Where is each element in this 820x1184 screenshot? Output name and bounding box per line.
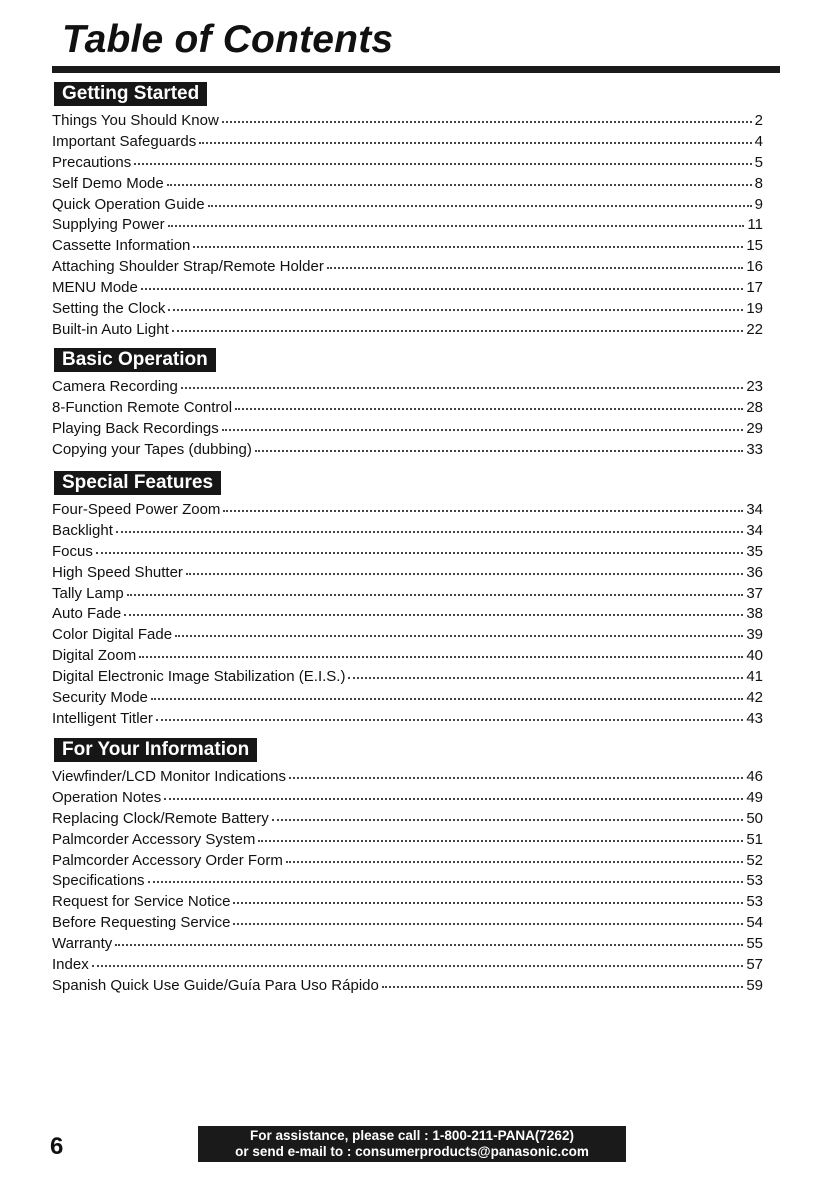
toc-entry-page: 15 [746, 237, 763, 255]
toc-entry-title: Supplying Power [52, 216, 165, 234]
toc-entry [52, 236, 763, 257]
toc-entry-title: Tally Lamp [52, 584, 124, 602]
dot-leader [116, 519, 743, 533]
dot-leader [115, 932, 743, 946]
dot-leader [235, 396, 743, 410]
toc-entry-page: 2 [754, 112, 763, 129]
dot-leader [382, 974, 743, 988]
toc-entry-title: Before Requesting Service [52, 914, 231, 932]
dot-leader [286, 849, 743, 863]
toc-entry-page: 53 [746, 893, 763, 911]
toc-entry-title: Request for Service Notice [52, 893, 231, 911]
toc-entry-page: 36 [746, 563, 763, 581]
title-rule [52, 66, 780, 73]
toc-entry-title: Four-Speed Power Zoom [52, 501, 221, 518]
dot-leader [193, 234, 743, 248]
toc-entry-title: Camera Recording [52, 378, 178, 395]
toc-entry [52, 892, 763, 913]
toc-entry-title: Cassette Information [52, 237, 191, 255]
toc-entry-title: Palmcorder Accessory Order Form [52, 851, 283, 869]
toc-entry-page: 34 [746, 501, 763, 518]
dot-leader [168, 297, 743, 311]
toc-entry [52, 809, 763, 830]
toc-entry-page: 22 [746, 320, 763, 338]
toc-entry [52, 955, 763, 976]
toc-entry-page: 5 [754, 153, 763, 171]
toc-entry-page: 59 [746, 976, 763, 994]
dot-leader [233, 911, 743, 925]
dot-leader [223, 498, 743, 512]
section-basic-operation [52, 348, 763, 461]
toc-entry-page: 17 [746, 279, 763, 297]
toc-entry-page: 46 [746, 768, 763, 785]
section-getting-started [52, 82, 763, 341]
dot-leader [255, 438, 743, 452]
toc-entry-title: Digital Zoom [52, 647, 137, 665]
toc-entry [52, 667, 763, 688]
dot-leader [258, 828, 743, 842]
toc-entry-page: 41 [746, 668, 763, 686]
toc-entry [52, 584, 763, 605]
dot-leader [208, 193, 752, 207]
toc-entry-title: Attaching Shoulder Strap/Remote Holder [52, 258, 324, 276]
toc-entry-page: 19 [746, 300, 763, 318]
toc-entry-title: 8-Function Remote Control [52, 398, 233, 416]
toc-entry-page: 49 [746, 788, 763, 806]
toc-entry [52, 646, 763, 667]
dot-leader [151, 686, 743, 700]
toc-entry-page: 16 [746, 258, 763, 276]
section-header: Special Features [54, 471, 221, 495]
toc-entry [52, 174, 763, 195]
page-title: Table of Contents [62, 18, 394, 61]
assistance-phone-text: For assistance, please call : 1-800-211-PANA(7262) [250, 1128, 574, 1143]
toc-entry-title: Security Mode [52, 689, 148, 707]
toc-entry [52, 563, 763, 584]
toc-entry [52, 767, 763, 788]
toc-entry [52, 299, 763, 320]
toc-entry-title: Important Safeguards [52, 132, 197, 150]
toc-entry [52, 709, 763, 730]
toc-entry-page: 34 [746, 521, 763, 539]
dot-leader [167, 172, 752, 186]
entry-list [52, 767, 763, 997]
toc-entry-title: Palmcorder Accessory System [52, 830, 256, 848]
toc-entry-title: Auto Fade [52, 605, 122, 623]
toc-entry-title: Backlight [52, 521, 113, 539]
toc-entry [52, 500, 763, 521]
toc-entry-title: Digital Electronic Image Stabilization (E.I.S.) [52, 668, 346, 686]
entry-list [52, 500, 763, 730]
toc-entry-title: Things You Should Know [52, 112, 219, 129]
toc-entry [52, 830, 763, 851]
dot-leader [289, 765, 743, 779]
toc-entry [52, 688, 763, 709]
dot-leader [139, 644, 743, 658]
dot-leader [168, 213, 745, 227]
section-special-features [52, 471, 763, 730]
toc-entry-page: 4 [754, 132, 763, 150]
toc-entry-title: Copying your Tapes (dubbing) [52, 440, 252, 458]
toc-entry-title: Focus [52, 542, 93, 560]
toc-entry-title: Specifications [52, 872, 145, 890]
dot-leader [327, 255, 743, 269]
section-header: Basic Operation [54, 348, 216, 372]
toc-entry [52, 132, 763, 153]
dot-leader [186, 561, 743, 575]
toc-entry-page: 53 [746, 872, 763, 890]
dot-leader [222, 109, 752, 123]
toc-entry [52, 419, 763, 440]
dot-leader [181, 375, 743, 389]
toc-entry-page: 9 [754, 195, 763, 213]
toc-entry-title: Operation Notes [52, 788, 162, 806]
toc-entry-title: Intelligent Titler [52, 709, 153, 727]
toc-entry-page: 37 [746, 584, 763, 602]
toc-entry [52, 440, 763, 461]
assistance-email-text: or send e-mail to : consumerproducts@panasonic.com [235, 1144, 589, 1159]
toc-entry [52, 913, 763, 934]
toc-entry-title: Precautions [52, 153, 132, 171]
toc-entry [52, 278, 763, 299]
toc-entry [52, 377, 763, 398]
toc-entry-title: Setting the Clock [52, 300, 166, 318]
toc-entry-page: 57 [746, 956, 763, 974]
dot-leader [127, 582, 744, 596]
toc-entry-page: 8 [754, 174, 763, 192]
toc-entry [52, 542, 763, 563]
toc-entry-page: 55 [746, 935, 763, 953]
toc-entry [52, 851, 763, 872]
toc-entry-title: Replacing Clock/Remote Battery [52, 809, 269, 827]
toc-entry-page: 50 [746, 809, 763, 827]
toc-entry-title: MENU Mode [52, 279, 138, 297]
toc-entry-title: Playing Back Recordings [52, 419, 219, 437]
toc-entry [52, 398, 763, 419]
dot-leader [172, 318, 744, 332]
toc-entry [52, 153, 763, 174]
entry-list [52, 111, 763, 341]
toc-entry [52, 111, 763, 132]
toc-entry-page: 38 [746, 605, 763, 623]
dot-leader [175, 623, 743, 637]
dot-leader [233, 890, 743, 904]
toc-entry [52, 871, 763, 892]
page-number: 6 [50, 1133, 64, 1160]
toc-entry [52, 215, 763, 236]
entry-list [52, 377, 763, 461]
toc-entry-title: Spanish Quick Use Guide/Guía Para Uso Rápido [52, 976, 379, 994]
toc-entry-page: 35 [746, 542, 763, 560]
toc-entry-title: Index [52, 956, 89, 974]
toc-entry-page: 54 [746, 914, 763, 932]
dot-leader [348, 665, 743, 679]
toc-entry-title: Warranty [52, 935, 113, 953]
toc-entry-title: Viewfinder/LCD Monitor Indications [52, 768, 287, 785]
section-header: Getting Started [54, 82, 207, 106]
toc-entry-page: 11 [747, 216, 763, 234]
section-for-your-information [52, 738, 763, 997]
section-header: For Your Information [54, 738, 257, 762]
toc-entry-title: Color Digital Fade [52, 626, 173, 644]
toc-entry [52, 788, 763, 809]
toc-entry-page: 40 [746, 647, 763, 665]
toc-entry-page: 43 [746, 709, 763, 727]
dot-leader [156, 707, 743, 721]
toc-entry-page: 23 [746, 378, 763, 395]
dot-leader [148, 869, 744, 883]
toc-entry [52, 934, 763, 955]
dot-leader [124, 602, 743, 616]
toc-entry [52, 521, 763, 542]
assistance-box [198, 1126, 626, 1162]
toc-entry-page: 39 [746, 626, 763, 644]
dot-leader [272, 807, 744, 821]
toc-entry-page: 42 [746, 689, 763, 707]
toc-entry [52, 976, 763, 997]
toc-entry-page: 29 [746, 419, 763, 437]
dot-leader [96, 540, 743, 554]
toc-entry [52, 604, 763, 625]
dot-leader [222, 417, 744, 431]
toc-entry-page: 28 [746, 398, 763, 416]
toc-entry [52, 320, 763, 341]
dot-leader [199, 130, 751, 144]
toc-entry-page: 51 [746, 830, 763, 848]
toc-entry-title: Self Demo Mode [52, 174, 164, 192]
toc-entry-page: 52 [746, 851, 763, 869]
toc-entry [52, 257, 763, 278]
dot-leader [134, 151, 751, 165]
dot-leader [92, 953, 744, 967]
toc-entry-page: 33 [746, 440, 763, 458]
toc-entry-title: High Speed Shutter [52, 563, 183, 581]
toc-entry [52, 195, 763, 216]
toc-entry-title: Quick Operation Guide [52, 195, 205, 213]
toc-entry [52, 625, 763, 646]
toc-entry-title: Built-in Auto Light [52, 320, 169, 338]
dot-leader [164, 786, 743, 800]
dot-leader [141, 276, 743, 290]
